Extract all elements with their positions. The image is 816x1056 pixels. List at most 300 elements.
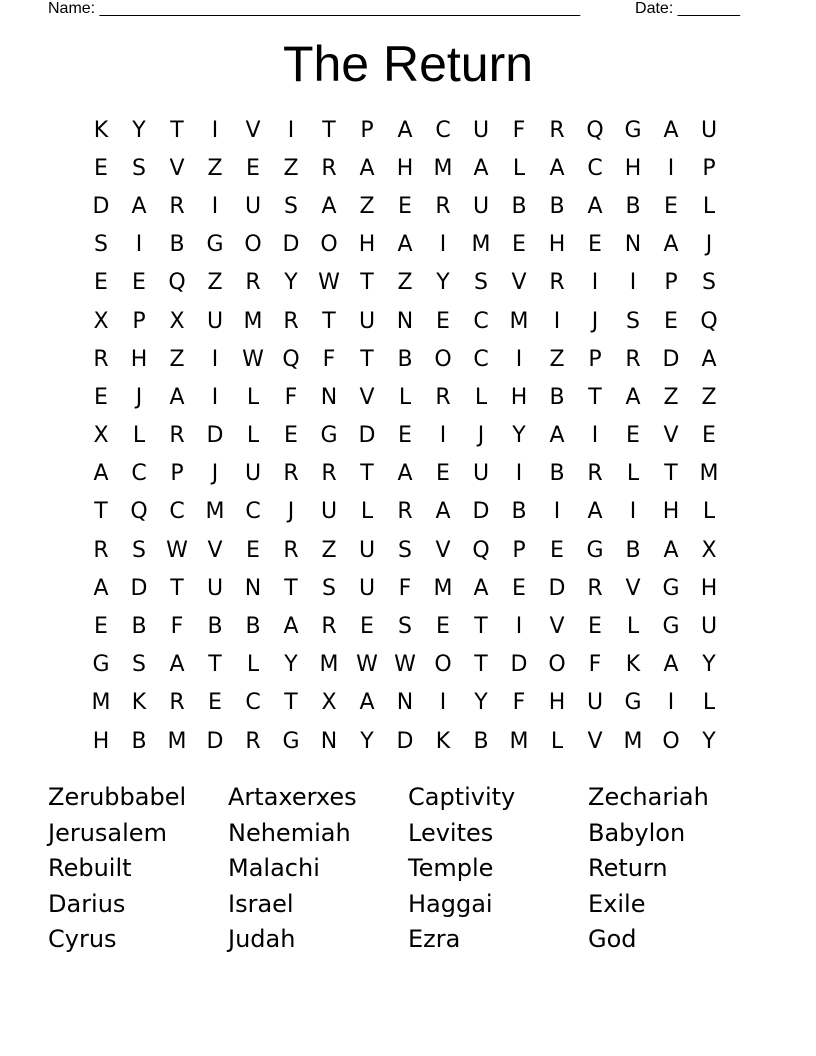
grid-letter[interactable]: E xyxy=(94,270,108,296)
grid-letter[interactable]: Z xyxy=(321,537,337,563)
grid-letter[interactable]: R xyxy=(321,614,337,640)
grid-letter[interactable]: E xyxy=(94,614,108,640)
grid-letter[interactable]: X xyxy=(321,690,337,716)
grid-letter[interactable]: C xyxy=(473,346,489,372)
grid-letter[interactable]: I xyxy=(439,423,447,449)
grid-letter[interactable]: I xyxy=(211,117,219,143)
page-title: The Return xyxy=(282,36,534,92)
grid-letter[interactable]: C xyxy=(473,308,489,334)
grid-letter[interactable]: E xyxy=(588,614,602,640)
grid-letter[interactable]: E xyxy=(246,537,260,563)
grid-letter[interactable]: G xyxy=(586,537,604,563)
grid-letter[interactable]: U xyxy=(358,575,376,601)
grid-letter[interactable]: R xyxy=(169,193,185,219)
grid-letter[interactable]: A xyxy=(169,652,185,678)
grid-letter[interactable]: C xyxy=(587,155,603,181)
grid-letter[interactable]: R xyxy=(93,346,109,372)
grid-letter[interactable]: R xyxy=(587,461,603,487)
grid-letter[interactable]: S xyxy=(322,575,336,601)
grid-letter[interactable]: A xyxy=(663,232,679,258)
grid-letter[interactable]: E xyxy=(208,690,222,716)
grid-letter[interactable]: A xyxy=(169,384,185,410)
grid-letter[interactable]: T xyxy=(208,652,222,678)
grid-letter[interactable]: E xyxy=(588,232,602,258)
grid-letter[interactable]: T xyxy=(360,346,374,372)
grid-letter[interactable]: A xyxy=(435,499,451,525)
grid-letter[interactable]: F xyxy=(322,346,336,372)
grid-letter[interactable]: M xyxy=(91,690,111,716)
word-bank-item: Nehemiah xyxy=(228,818,351,847)
grid-letter[interactable]: L xyxy=(398,384,412,410)
grid-letter[interactable]: F xyxy=(512,117,526,143)
grid-letter[interactable]: R xyxy=(549,270,565,296)
grid-letter[interactable]: W xyxy=(394,652,416,678)
grid-letter[interactable]: I xyxy=(211,193,219,219)
grid-letter[interactable]: Y xyxy=(474,690,488,716)
word-bank-item: God xyxy=(588,925,637,953)
grid-letter[interactable]: U xyxy=(472,117,490,143)
grid-letter[interactable]: E xyxy=(284,423,298,449)
grid-letter[interactable]: O xyxy=(434,652,452,678)
grid-letter[interactable]: B xyxy=(473,728,489,754)
grid-letter[interactable]: S xyxy=(132,155,146,181)
grid-letter[interactable]: N xyxy=(244,575,262,601)
grid-letter[interactable]: H xyxy=(624,155,642,181)
grid-letter[interactable]: V xyxy=(359,384,375,410)
grid-letter[interactable]: L xyxy=(626,461,640,487)
grid-letter[interactable]: U xyxy=(700,117,718,143)
grid-letter[interactable]: T xyxy=(322,308,336,334)
letter-grid xyxy=(82,111,728,760)
grid-letter[interactable]: V xyxy=(169,155,185,181)
grid-letter[interactable]: B xyxy=(207,614,223,640)
grid-letter[interactable]: A xyxy=(93,461,109,487)
word-bank-item: Captivity xyxy=(408,783,516,811)
grid-letter[interactable]: T xyxy=(360,461,374,487)
grid-letter[interactable]: F xyxy=(398,575,412,601)
grid-letter[interactable]: S xyxy=(94,232,108,258)
grid-letter[interactable]: J xyxy=(477,423,485,449)
grid-letter[interactable]: I xyxy=(211,346,219,372)
grid-letter[interactable]: G xyxy=(320,423,338,449)
grid-letter[interactable]: B xyxy=(511,499,527,525)
grid-letter[interactable]: I xyxy=(515,614,523,640)
grid-letter[interactable]: Q xyxy=(168,270,186,296)
grid-letter[interactable]: F xyxy=(512,690,526,716)
grid-letter[interactable]: V xyxy=(625,575,641,601)
grid-letter[interactable]: S xyxy=(474,270,488,296)
grid-letter[interactable]: I xyxy=(439,232,447,258)
grid-letter[interactable]: N xyxy=(396,690,414,716)
grid-letter[interactable]: D xyxy=(510,652,528,678)
grid-letter[interactable]: R xyxy=(435,193,451,219)
grid-letter[interactable]: B xyxy=(245,614,261,640)
grid-letter[interactable]: E xyxy=(94,155,108,181)
grid-letter[interactable]: A xyxy=(397,232,413,258)
grid-letter[interactable]: B xyxy=(549,461,565,487)
grid-letter[interactable]: P xyxy=(702,155,716,181)
grid-letter[interactable]: E xyxy=(436,461,450,487)
grid-letter[interactable]: H xyxy=(130,346,148,372)
grid-letter[interactable]: F xyxy=(588,652,602,678)
grid-letter[interactable]: Q xyxy=(130,499,148,525)
word-bank-item: Jerusalem xyxy=(48,818,167,847)
grid-letter[interactable]: H xyxy=(662,499,680,525)
grid-letter[interactable]: W xyxy=(356,652,378,678)
grid-letter[interactable]: T xyxy=(474,614,488,640)
grid-letter[interactable]: A xyxy=(663,652,679,678)
grid-letter[interactable]: M xyxy=(167,728,187,754)
grid-letter[interactable]: R xyxy=(587,575,603,601)
grid-letter[interactable]: A xyxy=(93,575,109,601)
grid-letter[interactable]: O xyxy=(320,232,338,258)
grid-letter[interactable]: X xyxy=(93,308,109,334)
grid-letter[interactable]: K xyxy=(131,690,147,716)
grid-letter[interactable]: Y xyxy=(702,728,716,754)
grid-letter[interactable]: U xyxy=(244,193,262,219)
grid-letter[interactable]: R xyxy=(435,384,451,410)
grid-letter[interactable]: Z xyxy=(549,346,565,372)
grid-letter[interactable]: I xyxy=(553,308,561,334)
grid-letter[interactable]: L xyxy=(702,499,716,525)
grid-letter[interactable]: L xyxy=(246,652,260,678)
grid-letter[interactable]: A xyxy=(549,423,565,449)
grid-letter[interactable]: K xyxy=(435,728,451,754)
grid-letter[interactable]: Y xyxy=(436,270,450,296)
grid-letter[interactable]: S xyxy=(398,614,412,640)
grid-letter[interactable]: L xyxy=(246,384,260,410)
grid-letter[interactable]: A xyxy=(549,155,565,181)
grid-letter[interactable]: J xyxy=(287,499,295,525)
grid-letter[interactable]: T xyxy=(474,652,488,678)
grid-letter[interactable]: B xyxy=(625,193,641,219)
grid-letter[interactable]: R xyxy=(321,461,337,487)
grid-letter[interactable]: W xyxy=(318,270,340,296)
grid-letter[interactable]: L xyxy=(702,690,716,716)
grid-letter[interactable]: O xyxy=(548,652,566,678)
grid-letter[interactable]: D xyxy=(472,499,490,525)
grid-letter[interactable]: L xyxy=(246,423,260,449)
grid-letter[interactable]: S xyxy=(132,537,146,563)
grid-letter[interactable]: I xyxy=(591,423,599,449)
grid-letter[interactable]: N xyxy=(396,308,414,334)
grid-letter[interactable]: J xyxy=(211,461,219,487)
grid-letter[interactable]: A xyxy=(473,155,489,181)
grid-letter[interactable]: T xyxy=(170,575,184,601)
grid-letter[interactable]: U xyxy=(472,193,490,219)
grid-letter[interactable]: U xyxy=(586,690,604,716)
grid-letter[interactable]: D xyxy=(130,575,148,601)
grid-letter[interactable]: T xyxy=(360,270,374,296)
word-bank-item: Babylon xyxy=(588,818,686,847)
grid-letter[interactable]: T xyxy=(322,117,336,143)
grid-letter[interactable]: M xyxy=(509,728,529,754)
grid-letter[interactable]: M xyxy=(205,499,225,525)
grid-letter[interactable]: M xyxy=(243,308,263,334)
grid-letter[interactable]: R xyxy=(397,499,413,525)
grid-letter[interactable]: T xyxy=(284,690,298,716)
grid-letter[interactable]: I xyxy=(553,499,561,525)
grid-letter[interactable]: E xyxy=(398,423,412,449)
grid-letter[interactable]: M xyxy=(699,461,719,487)
grid-letter[interactable]: Z xyxy=(207,270,223,296)
grid-letter[interactable]: A xyxy=(359,690,375,716)
grid-letter[interactable]: U xyxy=(472,461,490,487)
grid-letter[interactable]: M xyxy=(319,652,339,678)
grid-letter[interactable]: C xyxy=(435,117,451,143)
grid-letter[interactable]: B xyxy=(131,728,147,754)
grid-letter[interactable]: M xyxy=(509,308,529,334)
grid-letter[interactable]: G xyxy=(282,728,300,754)
grid-letter[interactable]: T xyxy=(170,117,184,143)
grid-letter[interactable]: B xyxy=(169,232,185,258)
grid-letter[interactable]: B xyxy=(625,537,641,563)
grid-letter[interactable]: A xyxy=(359,155,375,181)
date-field[interactable]: Date: _______ xyxy=(635,0,740,17)
grid-letter[interactable]: C xyxy=(169,499,185,525)
grid-letter[interactable]: V xyxy=(207,537,223,563)
grid-letter[interactable]: I xyxy=(591,270,599,296)
grid-letter[interactable]: R xyxy=(283,461,299,487)
grid-letter[interactable]: V xyxy=(663,423,679,449)
grid-letter[interactable]: G xyxy=(662,614,680,640)
grid-letter[interactable]: J xyxy=(591,308,599,334)
grid-letter[interactable]: L xyxy=(360,499,374,525)
grid-letter[interactable]: X xyxy=(169,308,185,334)
grid-letter[interactable]: E xyxy=(702,423,716,449)
grid-letter[interactable]: M xyxy=(433,155,453,181)
grid-letter[interactable]: U xyxy=(358,308,376,334)
grid-letter[interactable]: E xyxy=(360,614,374,640)
grid-letter[interactable]: R xyxy=(169,423,185,449)
grid-letter[interactable]: D xyxy=(548,575,566,601)
grid-letter[interactable]: E xyxy=(132,270,146,296)
grid-letter[interactable]: P xyxy=(664,270,678,296)
grid-letter[interactable]: I xyxy=(439,690,447,716)
grid-letter[interactable]: L xyxy=(132,423,146,449)
grid-letter[interactable]: Z xyxy=(397,270,413,296)
grid-letter[interactable]: T xyxy=(94,499,108,525)
grid-letter[interactable]: Z xyxy=(701,384,717,410)
grid-letter[interactable]: O xyxy=(662,728,680,754)
grid-letter[interactable]: R xyxy=(549,117,565,143)
grid-letter[interactable]: V xyxy=(511,270,527,296)
grid-letter[interactable]: V xyxy=(435,537,451,563)
grid-letter[interactable]: E xyxy=(664,308,678,334)
grid-letter[interactable]: H xyxy=(548,232,566,258)
grid-letter[interactable]: R xyxy=(283,308,299,334)
grid-letter[interactable]: R xyxy=(245,728,261,754)
grid-letter[interactable]: L xyxy=(474,384,488,410)
grid-letter[interactable]: W xyxy=(242,346,264,372)
grid-letter[interactable]: A xyxy=(587,193,603,219)
grid-letter[interactable]: E xyxy=(664,193,678,219)
grid-letter[interactable]: M xyxy=(471,232,491,258)
grid-letter[interactable]: D xyxy=(282,232,300,258)
grid-letter[interactable]: R xyxy=(321,155,337,181)
grid-letter[interactable]: E xyxy=(512,575,526,601)
name-field[interactable]: Name: ______________________________________________________ xyxy=(48,0,581,17)
grid-letter[interactable]: B xyxy=(511,193,527,219)
grid-letter[interactable]: D xyxy=(662,346,680,372)
grid-letter[interactable]: U xyxy=(244,461,262,487)
word-bank-item: Artaxerxes xyxy=(228,783,357,811)
grid-letter[interactable]: R xyxy=(169,690,185,716)
grid-letter[interactable]: I xyxy=(629,499,637,525)
grid-letter[interactable]: D xyxy=(206,728,224,754)
grid-letter[interactable]: S xyxy=(284,193,298,219)
grid-letter[interactable]: I xyxy=(515,461,523,487)
grid-letter[interactable]: E xyxy=(626,423,640,449)
grid-letter[interactable]: G xyxy=(206,232,224,258)
grid-letter[interactable]: D xyxy=(358,423,376,449)
grid-letter[interactable]: T xyxy=(284,575,298,601)
grid-letter[interactable]: D xyxy=(396,728,414,754)
grid-letter[interactable]: L xyxy=(626,614,640,640)
grid-letter[interactable]: W xyxy=(166,537,188,563)
grid-letter[interactable]: Y xyxy=(284,652,298,678)
grid-letter[interactable]: H xyxy=(358,232,376,258)
grid-letter[interactable]: F xyxy=(170,614,184,640)
grid-letter[interactable]: C xyxy=(245,499,261,525)
grid-letter[interactable]: C xyxy=(245,690,261,716)
grid-letter[interactable]: M xyxy=(433,575,453,601)
grid-letter[interactable]: N xyxy=(320,384,338,410)
grid-letter[interactable]: A xyxy=(625,384,641,410)
grid-letter[interactable]: L xyxy=(550,728,564,754)
grid-letter[interactable]: V xyxy=(549,614,565,640)
grid-letter[interactable]: E xyxy=(550,537,564,563)
grid-letter[interactable]: G xyxy=(92,652,110,678)
grid-letter[interactable]: Y xyxy=(132,117,146,143)
grid-letter[interactable]: P xyxy=(170,461,184,487)
grid-letter[interactable]: B xyxy=(549,193,565,219)
grid-letter[interactable]: I xyxy=(515,346,523,372)
grid-letter[interactable]: I xyxy=(667,155,675,181)
grid-letter[interactable]: I xyxy=(667,690,675,716)
grid-letter[interactable]: Y xyxy=(702,652,716,678)
grid-letter[interactable]: X xyxy=(701,537,717,563)
grid-letter[interactable]: Y xyxy=(360,728,374,754)
grid-letter[interactable]: H xyxy=(700,575,718,601)
grid-letter[interactable]: H xyxy=(396,155,414,181)
grid-letter[interactable]: A xyxy=(587,499,603,525)
grid-letter[interactable]: Z xyxy=(359,193,375,219)
grid-letter[interactable]: S xyxy=(132,652,146,678)
grid-letter[interactable]: S xyxy=(626,308,640,334)
grid-letter[interactable]: R xyxy=(93,537,109,563)
grid-letter[interactable]: H xyxy=(548,690,566,716)
grid-letter[interactable]: Q xyxy=(586,117,604,143)
grid-letter[interactable]: Z xyxy=(663,384,679,410)
grid-letter[interactable]: O xyxy=(244,232,262,258)
grid-letter[interactable]: A xyxy=(663,537,679,563)
grid-letter[interactable]: D xyxy=(206,423,224,449)
grid-letter[interactable]: Z xyxy=(283,155,299,181)
grid-letter[interactable]: E xyxy=(398,193,412,219)
grid-letter[interactable]: F xyxy=(284,384,298,410)
grid-letter[interactable]: I xyxy=(629,270,637,296)
grid-letter[interactable]: K xyxy=(93,117,109,143)
grid-letter[interactable]: V xyxy=(245,117,261,143)
grid-letter[interactable]: E xyxy=(94,384,108,410)
grid-letter[interactable]: Z xyxy=(207,155,223,181)
grid-letter[interactable]: L xyxy=(512,155,526,181)
grid-letter[interactable]: Q xyxy=(472,537,490,563)
grid-letter[interactable]: N xyxy=(624,232,642,258)
grid-letter[interactable]: R xyxy=(283,537,299,563)
grid-letter[interactable]: B xyxy=(397,346,413,372)
grid-letter[interactable]: P xyxy=(132,308,146,334)
grid-letter[interactable]: Z xyxy=(169,346,185,372)
grid-letter[interactable]: B xyxy=(131,614,147,640)
grid-letter[interactable]: Y xyxy=(284,270,298,296)
grid-letter[interactable]: A xyxy=(283,614,299,640)
grid-letter[interactable]: Q xyxy=(700,308,718,334)
grid-letter[interactable]: A xyxy=(397,461,413,487)
grid-letter[interactable]: I xyxy=(211,384,219,410)
grid-letter[interactable]: R xyxy=(245,270,261,296)
grid-letter[interactable]: U xyxy=(700,614,718,640)
grid-letter[interactable]: B xyxy=(549,384,565,410)
grid-letter[interactable]: R xyxy=(625,346,641,372)
grid-letter[interactable]: E xyxy=(436,614,450,640)
grid-letter[interactable]: V xyxy=(587,728,603,754)
grid-letter[interactable]: E xyxy=(246,155,260,181)
grid-letter[interactable]: T xyxy=(664,461,678,487)
grid-letter[interactable]: P xyxy=(588,346,602,372)
grid-letter[interactable]: E xyxy=(436,308,450,334)
grid-letter[interactable]: G xyxy=(624,117,642,143)
grid-letter[interactable]: X xyxy=(93,423,109,449)
grid-letter[interactable]: A xyxy=(131,193,147,219)
grid-letter[interactable]: T xyxy=(588,384,602,410)
grid-letter[interactable]: I xyxy=(287,117,295,143)
grid-letter[interactable]: U xyxy=(206,575,224,601)
grid-letter[interactable]: J xyxy=(135,384,143,410)
grid-letter[interactable]: C xyxy=(131,461,147,487)
grid-letter[interactable]: Q xyxy=(282,346,300,372)
grid-letter[interactable]: A xyxy=(473,575,489,601)
grid-letter[interactable]: I xyxy=(135,232,143,258)
grid-letter[interactable]: P xyxy=(360,117,374,143)
grid-letter[interactable]: H xyxy=(510,384,528,410)
grid-letter[interactable]: U xyxy=(320,499,338,525)
grid-letter[interactable]: S xyxy=(702,270,716,296)
grid-letter[interactable]: Y xyxy=(512,423,526,449)
word-bank-item: Rebuilt xyxy=(48,854,132,882)
grid-letter[interactable]: O xyxy=(434,346,452,372)
grid-letter[interactable]: N xyxy=(320,728,338,754)
grid-letter[interactable]: A xyxy=(397,117,413,143)
grid-letter[interactable]: A xyxy=(321,193,337,219)
grid-letter[interactable]: P xyxy=(512,537,526,563)
grid-letter[interactable]: D xyxy=(92,193,110,219)
grid-letter[interactable]: M xyxy=(623,728,643,754)
grid-letter[interactable]: G xyxy=(662,575,680,601)
grid-letter[interactable]: A xyxy=(663,117,679,143)
grid-letter[interactable]: K xyxy=(625,652,641,678)
grid-letter[interactable]: U xyxy=(206,308,224,334)
grid-letter[interactable]: H xyxy=(92,728,110,754)
grid-letter[interactable]: S xyxy=(398,537,412,563)
grid-letter[interactable]: A xyxy=(701,346,717,372)
grid-letter[interactable]: L xyxy=(702,193,716,219)
grid-letter[interactable]: U xyxy=(358,537,376,563)
grid-letter[interactable]: J xyxy=(705,232,713,258)
grid-letter[interactable]: E xyxy=(512,232,526,258)
grid-letter[interactable]: G xyxy=(624,690,642,716)
